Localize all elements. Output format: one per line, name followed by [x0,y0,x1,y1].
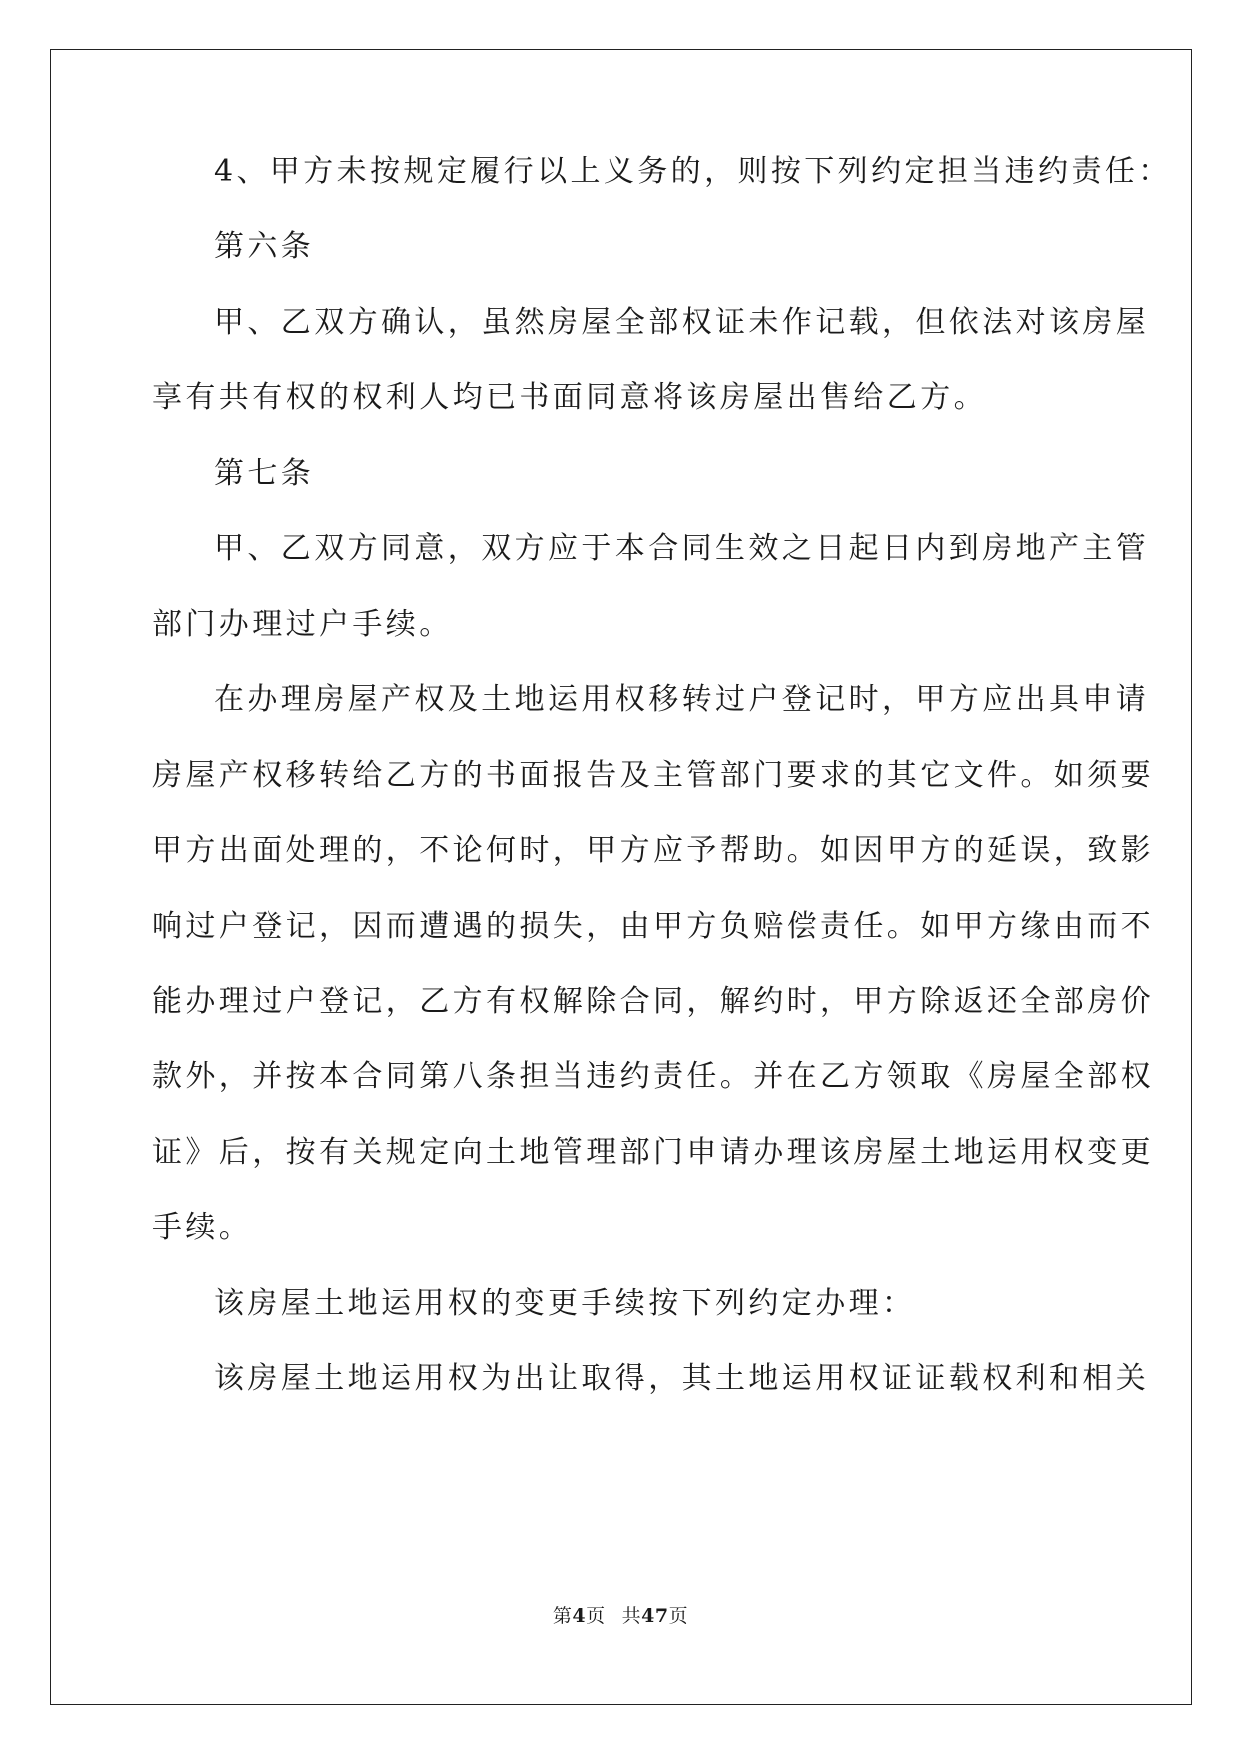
article-heading: 第七条 [214,456,315,491]
paragraph-line: 该房屋土地运用权为出让取得，其土地运用权证证载权利和相关 [214,1361,1150,1396]
page-prefix: 第 [552,1605,573,1627]
paragraph-line: 证》后，按有关规定向土地管理部门申请办理该房屋土地运用权变更 [152,1135,1154,1170]
total-prefix: 共 [621,1605,642,1627]
paragraph-line: 部门办理过户手续。 [152,607,453,642]
page-suffix: 页 [586,1605,606,1627]
total-pages: 47 [641,1605,669,1627]
total-suffix: 页 [668,1605,689,1627]
page-footer [0,1604,1241,1628]
article-heading: 第六条 [214,229,315,264]
paragraph-line: 在办理房屋产权及土地运用权移转过户登记时，甲方应出具申请 [214,682,1150,717]
paragraph-line: 甲、乙双方同意，双方应于本合同生效之日起日内到房地产主管 [214,531,1150,566]
paragraph-line: 响过户登记，因而遭遇的损失，由甲方负赔偿责任。如甲方缘由而不 [152,909,1154,944]
paragraph-line: 房屋产权移转给乙方的书面报告及主管部门要求的其它文件。如须要 [152,758,1154,793]
paragraph-line: 4、甲方未按规定履行以上义务的，则按下列约定担当违约责任： [214,154,1172,189]
paragraph-line: 甲方出面处理的，不论何时，甲方应予帮助。如因甲方的延误，致影 [152,833,1154,868]
paragraph-line: 能办理过户登记，乙方有权解除合同，解约时，甲方除返还全部房价 [152,984,1154,1019]
paragraph-line: 享有共有权的权利人均已书面同意将该房屋出售给乙方。 [152,380,987,415]
paragraph-line: 该房屋土地运用权的变更手续按下列约定办理： [214,1286,916,1321]
paragraph-line: 款外，并按本合同第八条担当违约责任。并在乙方领取《房屋全部权 [152,1059,1154,1094]
paragraph-line: 手续。 [152,1210,253,1245]
page-number: 4 [572,1605,587,1627]
paragraph-line: 甲、乙双方确认，虽然房屋全部权证未作记载，但依法对该房屋 [214,305,1150,340]
page-border [50,49,1192,1705]
